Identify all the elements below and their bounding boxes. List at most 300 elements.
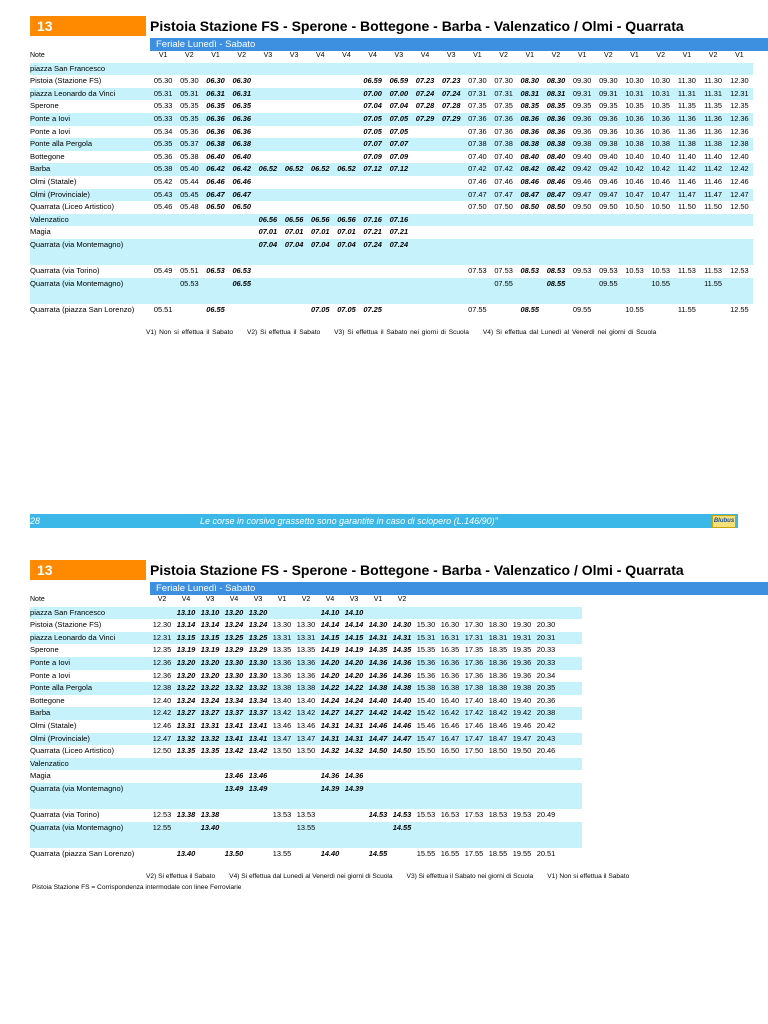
departure-time: 13.41 — [248, 720, 268, 730]
departure-time: 16.46 — [440, 720, 460, 730]
departure-time: 11.46 — [677, 176, 696, 186]
departure-time: 11.47 — [674, 189, 700, 202]
departure-time: 13.20 — [176, 670, 196, 680]
departure-time: 13.41 — [246, 733, 270, 746]
departure-time — [464, 63, 490, 76]
departure-time: 18.31 — [486, 632, 510, 645]
departure-time — [150, 239, 176, 265]
departure-time: 07.35 — [494, 101, 513, 111]
departure-time — [202, 278, 228, 304]
departure-time: 14.46 — [392, 720, 412, 730]
departure-time: 07.55 — [490, 278, 516, 304]
stop-name: Pistoia (Stazione FS) — [30, 76, 102, 86]
departure-time — [438, 265, 464, 278]
departure-time: 14.38 — [390, 682, 414, 695]
departure-time: 18.50 — [488, 746, 508, 756]
departure-time: 12.30 — [152, 620, 172, 630]
departure-time — [270, 822, 294, 848]
departure-time: 19.30 — [512, 620, 532, 630]
departure-time — [414, 607, 438, 620]
departure-time — [412, 214, 438, 227]
departure-time: 13.55 — [294, 822, 318, 848]
departure-time — [726, 63, 752, 76]
departure-time — [486, 783, 510, 809]
departure-time: 10.53 — [625, 265, 644, 275]
departure-time: 13.34 — [224, 695, 244, 705]
departure-time: 09.55 — [572, 304, 592, 314]
departure-time: 07.09 — [389, 151, 409, 161]
departure-time — [202, 226, 228, 239]
departure-time: 10.36 — [648, 113, 674, 126]
line-number-badge: 13 — [30, 560, 146, 580]
departure-time: 14.36 — [368, 670, 388, 680]
departure-time: 05.49 — [153, 265, 173, 275]
departure-time: 20.42 — [536, 720, 556, 730]
departure-time — [281, 265, 307, 278]
departure-time: 13.42 — [294, 707, 318, 720]
departure-time: 18.53 — [488, 809, 508, 819]
line-number-badge: 13 — [30, 16, 146, 36]
departure-time — [333, 126, 359, 139]
departure-time: 14.24 — [320, 695, 340, 705]
departure-time: 05.42 — [153, 176, 173, 186]
departure-time: 14.19 — [320, 645, 340, 655]
departure-time — [438, 758, 462, 771]
departure-time: 16.36 — [440, 670, 460, 680]
departure-time — [229, 63, 255, 76]
departure-time: 08.50 — [546, 202, 566, 212]
departure-time — [366, 770, 390, 783]
departure-time: 14.14 — [320, 620, 340, 630]
departure-time — [558, 758, 582, 771]
stop-row — [30, 88, 753, 101]
departure-time: 14.27 — [342, 707, 366, 720]
departure-time: 05.38 — [180, 151, 199, 161]
departure-time: 20.33 — [536, 645, 556, 655]
departure-time — [438, 63, 464, 76]
departure-time: 11.53 — [704, 265, 723, 275]
departure-time: 07.01 — [337, 227, 356, 237]
stop-name: Magia — [30, 227, 51, 237]
departure-time: 17.50 — [464, 746, 484, 756]
departure-time: 14.40 — [392, 695, 412, 705]
departure-time: 12.46 — [730, 176, 749, 186]
departure-time: 06.31 — [202, 88, 228, 101]
departure-time: 05.44 — [180, 176, 199, 186]
departure-time: 12.36 — [150, 657, 174, 670]
departure-time: 12.38 — [726, 138, 752, 151]
departure-time: 09.47 — [595, 189, 621, 202]
departure-time: 14.30 — [368, 620, 388, 630]
departure-time — [307, 189, 333, 202]
departure-time: 06.52 — [307, 163, 333, 176]
departure-time — [412, 278, 438, 304]
departure-time: 13.38 — [270, 682, 294, 695]
departure-time: 07.40 — [468, 151, 487, 161]
departure-time: 13.50 — [224, 848, 244, 858]
departure-time: 09.36 — [599, 126, 618, 136]
departure-time: 06.40 — [232, 151, 251, 161]
departure-time — [674, 239, 700, 265]
note-code: V2 — [397, 596, 407, 603]
departure-time: 07.00 — [386, 88, 412, 101]
departure-time: 13.32 — [246, 682, 270, 695]
departure-time: 14.36 — [320, 771, 340, 781]
departure-time: 07.38 — [490, 138, 516, 151]
departure-time: 12.36 — [152, 670, 172, 680]
departure-time: 13.29 — [248, 645, 268, 655]
departure-time: 08.53 — [546, 265, 566, 275]
departure-time: 06.36 — [202, 113, 228, 126]
departure-time — [412, 138, 438, 151]
departure-time — [517, 214, 543, 227]
departure-time — [386, 278, 412, 304]
stop-name: Ponte a Iovi — [30, 670, 71, 680]
departure-time — [150, 214, 176, 227]
departure-time: 13.35 — [272, 645, 292, 655]
departure-time — [543, 63, 569, 76]
departure-time: 13.30 — [222, 657, 246, 670]
departure-time — [510, 758, 534, 771]
departure-time: 17.40 — [464, 695, 484, 705]
legend-item: V4) Si effettua dal Lunedì al Venerdì nei giorni di Scuola — [229, 873, 393, 880]
departure-time — [412, 304, 438, 330]
departure-time — [294, 848, 318, 874]
departure-time: 05.33 — [150, 113, 176, 126]
note-code: V3 — [394, 52, 404, 59]
departure-time: 13.40 — [198, 822, 222, 848]
departure-time: 13.47 — [294, 733, 318, 746]
departure-time: 16.50 — [440, 746, 460, 756]
departure-time: 07.23 — [441, 76, 461, 86]
departure-time: 12.42 — [726, 163, 752, 176]
departure-time — [648, 63, 674, 76]
departure-time: 15.55 — [416, 848, 436, 858]
departure-time: 13.31 — [294, 632, 318, 645]
departure-time: 10.42 — [621, 163, 647, 176]
departure-time: 17.55 — [464, 848, 484, 858]
departure-time: 06.56 — [333, 214, 359, 227]
departure-time: 07.30 — [468, 76, 487, 86]
departure-time: 14.20 — [318, 657, 342, 670]
departure-time: 10.55 — [648, 278, 674, 304]
departure-time: 12.55 — [730, 304, 749, 314]
departure-time: 13.46 — [224, 771, 244, 781]
departure-time — [360, 201, 386, 214]
note-code: V3 — [205, 596, 215, 603]
departure-time — [270, 607, 294, 620]
legend-notes — [146, 329, 670, 336]
departure-time — [674, 214, 700, 227]
departure-time: 09.42 — [595, 163, 621, 176]
departure-time — [294, 607, 318, 620]
legend-item: V1) Non si effettua il Sabato — [146, 329, 233, 336]
departure-time — [202, 239, 228, 265]
departure-time: 08.35 — [546, 101, 566, 111]
stop-name: Sperone — [30, 645, 59, 655]
departure-time: 06.35 — [206, 101, 225, 111]
departure-time: 18.40 — [488, 695, 508, 705]
departure-time: 15.35 — [416, 645, 436, 655]
departure-time — [198, 848, 222, 874]
departure-time — [390, 607, 414, 620]
departure-time: 09.40 — [599, 151, 618, 161]
departure-time — [438, 783, 462, 809]
legend-item: V2) Si effettua il Sabato — [246, 329, 321, 336]
departure-time — [490, 63, 516, 76]
departure-time: 07.12 — [360, 163, 386, 176]
departure-time: 06.38 — [202, 138, 228, 151]
departure-time — [438, 770, 462, 783]
stop-row — [30, 176, 753, 189]
strike-guarantee-note: Le corse in corsivo grassetto sono garantite in caso di sciopero (L.146/90)" — [200, 516, 498, 526]
departure-time — [229, 239, 255, 265]
departure-time — [438, 189, 464, 202]
departure-time: 11.42 — [674, 163, 700, 176]
note-code: V1 — [682, 52, 692, 59]
departure-time: 11.35 — [677, 101, 696, 111]
departure-time: 08.36 — [543, 113, 569, 126]
departure-time — [726, 226, 752, 239]
departure-time: 10.36 — [621, 113, 647, 126]
departure-time: 06.52 — [255, 163, 281, 176]
departure-time: 16.40 — [440, 695, 460, 705]
departure-time: 13.37 — [246, 707, 270, 720]
departure-time: 14.31 — [366, 632, 390, 645]
departure-time: 11.36 — [677, 126, 696, 136]
departure-time — [386, 265, 412, 278]
stop-name: Olmi (Provinciale) — [30, 733, 150, 746]
departure-time: 13.15 — [174, 632, 198, 645]
departure-time — [281, 278, 307, 304]
departure-time — [569, 239, 595, 265]
departure-time — [412, 201, 438, 214]
departure-time: 10.31 — [648, 88, 674, 101]
departure-time: 13.31 — [176, 720, 196, 730]
departure-time: 06.47 — [202, 189, 228, 202]
departure-time: 14.55 — [368, 848, 388, 858]
note-code — [414, 594, 438, 607]
departure-time: 14.46 — [368, 720, 388, 730]
departure-time: 06.55 — [206, 304, 225, 314]
departure-time: 05.51 — [153, 304, 173, 314]
departure-time: 05.43 — [150, 189, 176, 202]
departure-time — [150, 848, 174, 874]
departure-time — [281, 88, 307, 101]
departure-time: 13.30 — [248, 670, 268, 680]
departure-time: 17.36 — [464, 670, 484, 680]
departure-time — [307, 126, 333, 139]
departure-time — [438, 239, 464, 265]
departure-time — [255, 278, 281, 304]
departure-time — [255, 100, 281, 113]
departure-time: 19.55 — [512, 848, 532, 858]
departure-time: 14.31 — [320, 720, 340, 730]
departure-time: 13.41 — [224, 720, 244, 730]
departure-time: 14.36 — [392, 670, 412, 680]
note-code — [486, 594, 510, 607]
departure-time: 20.38 — [534, 707, 558, 720]
stop-row — [30, 151, 753, 164]
departure-time: 13.50 — [296, 746, 316, 756]
stop-name: Quarrata (piazza San Lorenzo) — [30, 304, 135, 314]
departure-time: 07.05 — [337, 304, 356, 314]
departure-time: 07.50 — [468, 202, 487, 212]
departure-time: 18.38 — [486, 682, 510, 695]
departure-time — [150, 770, 174, 783]
departure-time: 20.46 — [536, 746, 556, 756]
departure-time — [229, 304, 255, 330]
departure-time: 05.35 — [180, 101, 199, 111]
stop-name: piazza San Francesco — [30, 607, 150, 620]
departure-time — [246, 822, 270, 848]
departure-time — [517, 226, 543, 239]
note-code: V3 — [253, 596, 263, 603]
departure-time: 06.40 — [206, 151, 225, 161]
departure-time: 06.36 — [229, 113, 255, 126]
departure-time: 08.46 — [520, 176, 539, 186]
departure-time: 14.24 — [344, 695, 364, 705]
departure-time — [543, 304, 569, 330]
departure-time: 15.31 — [414, 632, 438, 645]
departure-time — [174, 758, 198, 771]
departure-time — [390, 783, 414, 809]
departure-time — [150, 278, 176, 304]
departure-time: 05.35 — [150, 138, 176, 151]
route-title: Pistoia Stazione FS - Sperone - Bottegone - Barba - Valenzatico / Olmi - Quarrata — [150, 562, 684, 578]
departure-time: 12.35 — [152, 645, 172, 655]
stop-row — [30, 607, 582, 620]
stop-row — [30, 278, 753, 304]
departure-time: 09.50 — [599, 202, 618, 212]
departure-time — [558, 707, 582, 720]
departure-time: 15.36 — [416, 670, 436, 680]
departure-time — [294, 758, 318, 771]
departure-time: 11.50 — [677, 202, 696, 212]
departure-time: 14.19 — [344, 645, 364, 655]
departure-time — [281, 63, 307, 76]
departure-time — [255, 201, 281, 214]
stop-row — [30, 201, 753, 214]
departure-time: 18.42 — [486, 707, 510, 720]
departure-time: 11.35 — [704, 101, 723, 111]
departure-time: 13.22 — [174, 682, 198, 695]
departure-time — [342, 848, 366, 874]
departure-time: 14.32 — [344, 746, 364, 756]
departure-time — [621, 239, 647, 265]
stop-name: Barba — [30, 707, 150, 720]
departure-time: 05.31 — [150, 88, 176, 101]
departure-time: 07.35 — [468, 101, 487, 111]
departure-time: 07.31 — [490, 88, 516, 101]
departure-time: 06.53 — [232, 265, 251, 275]
departure-time — [150, 607, 174, 620]
departure-time — [462, 607, 486, 620]
departure-time — [307, 265, 333, 278]
note-code: V2 — [708, 52, 718, 59]
stop-name: Bottegone — [30, 695, 65, 705]
departure-time: 11.40 — [677, 151, 696, 161]
departure-time: 11.36 — [704, 126, 723, 136]
departure-time: 15.47 — [414, 733, 438, 746]
stop-row — [30, 745, 582, 758]
departure-time — [386, 176, 412, 189]
departure-time: 06.36 — [206, 126, 225, 136]
departure-time: 13.29 — [224, 645, 244, 655]
departure-time — [438, 126, 464, 139]
note-header-row — [30, 50, 753, 63]
note-code: V1 — [277, 596, 287, 603]
departure-time — [700, 214, 726, 227]
departure-time — [534, 783, 558, 809]
departure-time: 07.47 — [464, 189, 490, 202]
departure-time: 10.55 — [625, 304, 644, 314]
legend-item: V2) Si effettua il Sabato — [146, 873, 216, 880]
departure-time: 07.46 — [494, 176, 513, 186]
departure-time — [307, 138, 333, 151]
departure-time — [342, 822, 366, 848]
departure-time — [246, 809, 270, 822]
departure-time — [569, 226, 595, 239]
departure-time — [462, 770, 486, 783]
departure-time — [318, 809, 342, 822]
departure-time: 07.00 — [360, 88, 386, 101]
departure-time — [222, 809, 246, 822]
departure-time: 06.38 — [229, 138, 255, 151]
departure-time — [412, 151, 438, 164]
departure-time — [255, 189, 281, 202]
departure-time: 20.36 — [536, 695, 556, 705]
note-code — [462, 594, 486, 607]
departure-time: 11.46 — [704, 176, 723, 186]
timetable-grid — [30, 50, 753, 330]
departure-time: 20.35 — [534, 682, 558, 695]
departure-time: 05.45 — [176, 189, 202, 202]
departure-time: 13.32 — [222, 682, 246, 695]
departure-time — [462, 758, 486, 771]
departure-time: 16.55 — [440, 848, 460, 858]
stop-name: Olmi (Provinciale) — [30, 189, 150, 202]
departure-time — [517, 278, 543, 304]
departure-time: 20.43 — [534, 733, 558, 746]
departure-time — [648, 226, 674, 239]
departure-time: 05.35 — [176, 113, 202, 126]
departure-time: 07.24 — [412, 88, 438, 101]
departure-time: 16.42 — [438, 707, 462, 720]
departure-time: 07.05 — [386, 113, 412, 126]
departure-time — [270, 783, 294, 809]
departure-time — [486, 770, 510, 783]
departure-time — [174, 822, 198, 848]
departure-time: 09.55 — [595, 278, 621, 304]
departure-time — [558, 720, 582, 733]
departure-time: 09.42 — [569, 163, 595, 176]
departure-time: 14.35 — [368, 645, 388, 655]
departure-time: 13.38 — [176, 809, 196, 819]
departure-time — [333, 189, 359, 202]
departure-time — [414, 822, 438, 848]
departure-time: 13.35 — [296, 645, 316, 655]
departure-time: 10.47 — [621, 189, 647, 202]
departure-time: 09.36 — [572, 126, 592, 136]
departure-time — [294, 783, 318, 809]
stop-row — [30, 644, 582, 657]
departure-time: 10.30 — [651, 76, 670, 86]
note-code: V4 — [342, 52, 351, 59]
departure-time: 20.31 — [534, 632, 558, 645]
departure-time — [333, 63, 359, 76]
stop-row — [30, 265, 753, 278]
